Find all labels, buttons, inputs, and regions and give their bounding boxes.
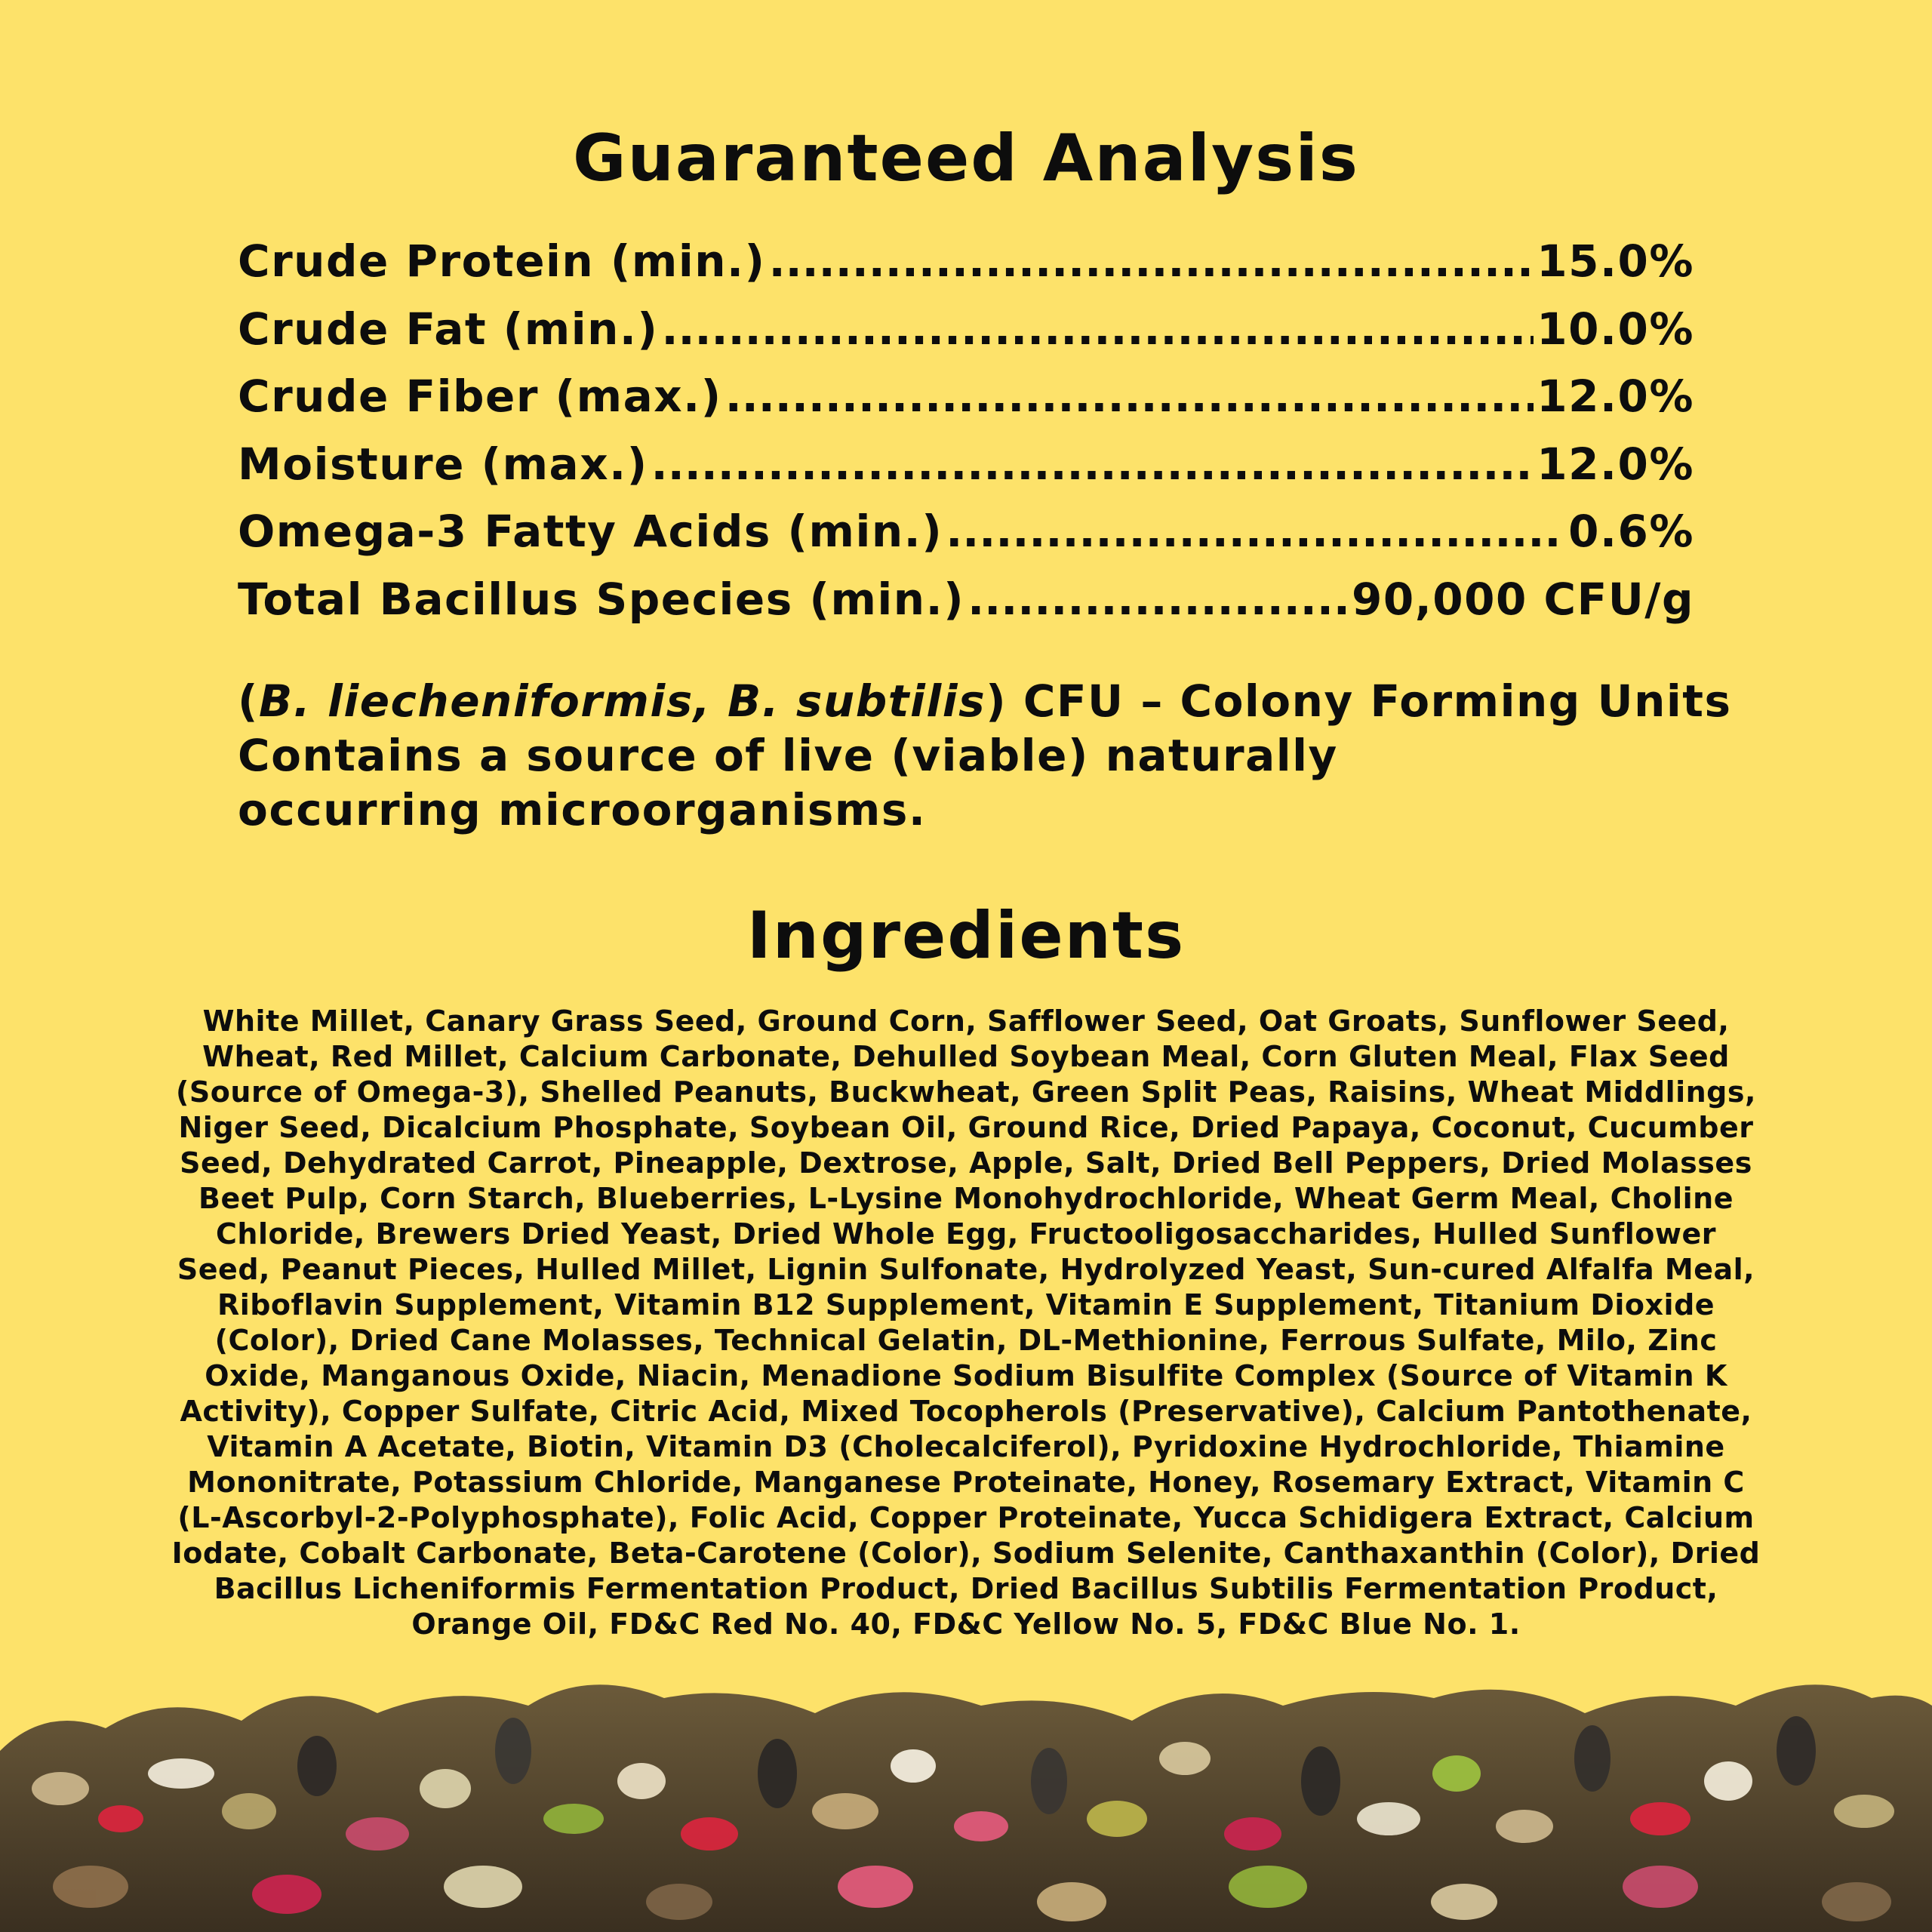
analysis-row	[238, 574, 1694, 641]
analysis-value: 12.0%	[1537, 438, 1694, 490]
note-open-paren: (	[238, 675, 260, 727]
analysis-value: 15.0%	[1537, 235, 1694, 287]
analysis-label: Total Bacillus Species (min.)	[238, 573, 965, 625]
note-line-1	[238, 674, 1747, 728]
analysis-label: Crude Protein (min.)	[238, 235, 766, 287]
analysis-label: Moisture (max.)	[238, 438, 648, 490]
analysis-label: Crude Fiber (max.)	[238, 371, 722, 422]
note-line-2: Contains a source of live (viable) naturally	[238, 730, 1338, 781]
dot-leader	[651, 438, 1534, 490]
probiotic-note	[238, 674, 1747, 837]
analysis-row	[238, 438, 1694, 506]
analysis-row	[238, 235, 1694, 303]
ingredients-list: White Millet, Canary Grass Seed, Ground Corn, Safflower Seed, Oat Groats, Sunflower Seed, Wheat, Red Millet, Calcium Carbonate, Dehulled Soybean Meal, Corn Gluten Meal, Flax Seed (Source of Omega-3), Shelled Peanuts, Buckwheat, Green Split Peas, Raisins, Wheat Middlings, Niger Seed, Dicalcium Phosphate, Soybean Oil, Ground Rice, Dried Papaya, Coconut, Cucumber Seed, Dehydrated Carrot, Pineapple, Dextrose, Apple, Salt, Dried Bell Peppers, Dried Molasses Beet Pulp, Corn Starch, Blueberries, L-Lysine Monohydrochloride, Wheat Germ Meal, Choline Chloride, Brewers Dried Yeast, Dried Whole Egg, Fructooligosaccharides, Hulled Sunflower Seed, Peanut Pieces, Hulled Millet, Lignin Sulfonate, Hydrolyzed Yeast, Sun-cured Alfalfa Meal, Riboflavin Supplement, Vitamin B12 Supplement, Vitamin E Supplement, Titanium Dioxide (Color), Dried Cane Molasses, Technical Gelatin, DL-Methionine, Ferrous Sulfate, Milo, Zinc Oxide, Manganous Oxide, Niacin, Menadione Sodium Bisulfite Complex (Source of Vitamin K Activity), Copper Sulfate, Citric Acid, Mixed Tocopherols (Preservative), Calcium Pantothenate, Vitamin A Acetate, Biotin, Vitamin D3 (Cholecalciferol), Pyridoxine Hydrochloride, Thiamine Mononitrate, Potassium Chloride, Manganese Proteinate, Honey, Rosemary Extract, Vitamin C (L-Ascorbyl-2-Polyphosphate), Folic Acid, Copper Proteinate, Yucca Schidigera Extract, Calcium Iodate, Cobalt Carbonate, Beta-Carotene (Color), Sodium Selenite, Canthaxanthin (Color), Dried Bacillus Licheniformis Fermentation Product, Dried Bacillus Subtilis Fermentation Product, Orange Oil, FD&C Red No. 40, FD&C Yellow No. 5, FD&C Blue No. 1.	[171, 1004, 1761, 1641]
dot-leader	[946, 506, 1565, 557]
analysis-value: 90,000 CFU/g	[1352, 573, 1694, 625]
analysis-value: 12.0%	[1537, 371, 1694, 422]
bacillus-species: B. liecheniformis, B. subtilis	[259, 675, 986, 727]
dot-leader	[769, 235, 1534, 287]
guaranteed-analysis-table	[238, 235, 1694, 641]
analysis-value: 10.0%	[1537, 303, 1694, 355]
dot-leader	[661, 303, 1534, 355]
guaranteed-analysis-title: Guaranteed Analysis	[573, 121, 1359, 196]
ingredients-title: Ingredients	[746, 898, 1186, 974]
seed-mix-illustration	[0, 1660, 1932, 1932]
cfu-definition: ) CFU – Colony Forming Units	[986, 675, 1732, 727]
note-line-3: occurring microorganisms.	[238, 784, 927, 835]
analysis-row	[238, 506, 1694, 574]
dot-leader	[725, 371, 1534, 422]
analysis-label: Omega-3 Fatty Acids (min.)	[238, 506, 943, 557]
analysis-row	[238, 303, 1694, 371]
analysis-label: Crude Fat (min.)	[238, 303, 659, 355]
dot-leader	[968, 574, 1349, 625]
analysis-value: 0.6%	[1568, 506, 1694, 557]
analysis-row	[238, 371, 1694, 438]
